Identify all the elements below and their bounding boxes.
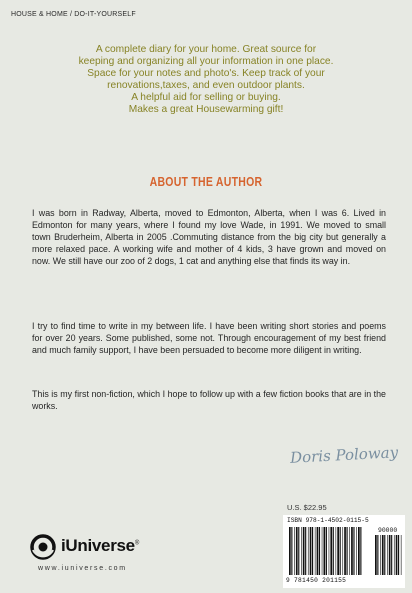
bio-paragraph bbox=[32, 320, 386, 356]
barcode-bars bbox=[283, 525, 405, 577]
blurb-line: renovations,taxes, and even outdoor plants. bbox=[107, 80, 305, 92]
book-blurb bbox=[30, 44, 382, 117]
author-signature: Doris Poloway bbox=[289, 443, 399, 467]
blurb-line: Makes a great Housewarming gift! bbox=[128, 104, 284, 116]
bio-text: I was born in Radway, Alberta, moved to Edmonton, Alberta, when I was 6. Lived in Edmonton for many years, where I found my love Wade, in 1991. We moved to small town Bruderheim, Alberta in 2005 .Commuting distance from the big city but generally a more relaxed pace. A working wife and mother of 4 kids, 3 have grown and moved on now. We still have our zoo of 2 dogs, 1 cat and anything else that finds its way in. bbox=[32, 208, 386, 267]
barcode-digits: 9 781450 201155 bbox=[286, 577, 347, 584]
blurb-line: A helpful aid for selling or buying. bbox=[131, 92, 281, 104]
bio-paragraph bbox=[32, 388, 386, 412]
blurb-line: Space for your notes and photo's. Keep track of your bbox=[87, 68, 325, 80]
isbn-barcode bbox=[283, 515, 405, 588]
publisher-name-text: iUniverse bbox=[61, 536, 135, 555]
publisher-name bbox=[61, 536, 139, 556]
about-author-heading: ABOUT THE AUTHOR bbox=[149, 175, 263, 189]
blurb-line: keeping and organizing all your information in one place. bbox=[78, 56, 334, 68]
publisher-logo bbox=[30, 534, 170, 560]
bio-text: This is my first non-fiction, which I hope to follow up with a few fiction books that are in the works. bbox=[32, 389, 386, 412]
barcode-addon-code: 90000 bbox=[378, 527, 398, 534]
registered-mark: ® bbox=[134, 540, 139, 547]
bio-text: I try to find time to write in my between life. I have been writing short stories and poems for over 20 years. Some published, some not. Through encouragement of my best friend and much family support, I have been persuaded to become more diligent in writing. bbox=[32, 321, 386, 356]
iuniverse-swirl-icon bbox=[30, 534, 58, 560]
category-label: HOUSE & HOME / DO-IT-YOURSELF bbox=[11, 11, 136, 18]
price-label: U.S. $22.95 bbox=[287, 503, 327, 512]
publisher-url[interactable]: www.iuniverse.com bbox=[38, 565, 127, 572]
isbn-number: ISBN 978-1-4502-0115-5 bbox=[287, 517, 369, 524]
blurb-line: A complete diary for your home. Great source for bbox=[95, 44, 317, 55]
bio-paragraph bbox=[32, 207, 386, 267]
